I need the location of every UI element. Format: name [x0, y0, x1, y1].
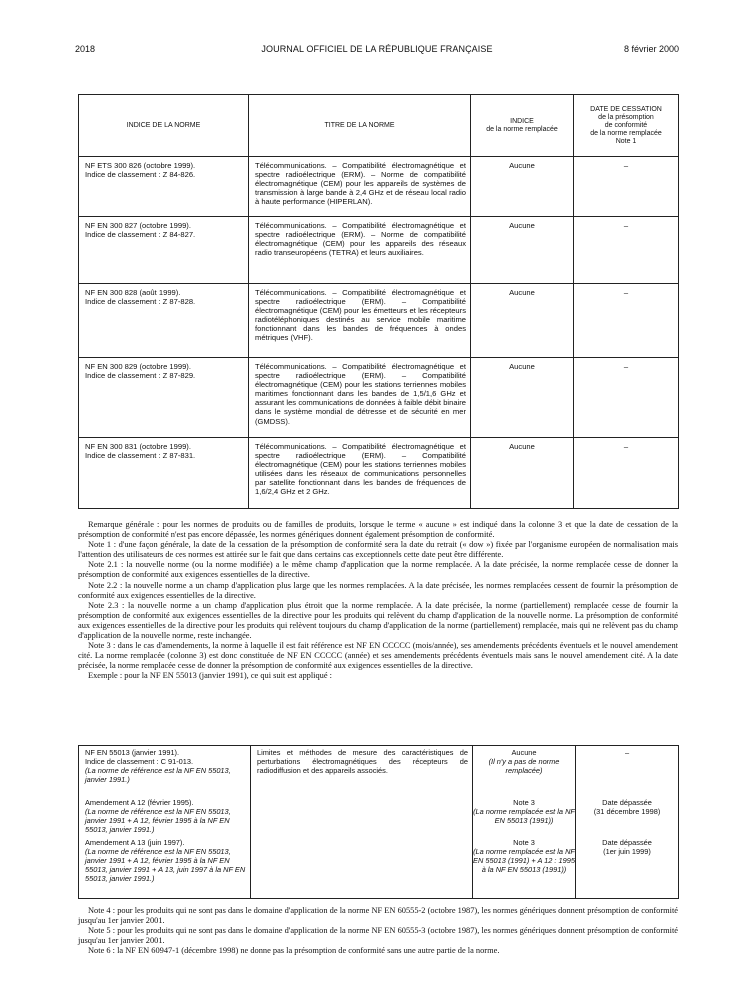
standards-table	[78, 94, 679, 509]
journal-title: JOURNAL OFFICIEL DE LA RÉPUBLIQUE FRANÇAISE	[261, 44, 493, 54]
note-1: Note 1 : d'une façon générale, la date de la cessation de la présomption de conformité sera la date du retrait (« dow ») fixée par l'organisme européen de normalisation mais l'attention des utilisateurs de ces normes est attirée sur le fait que dans certains cas exceptionnels cette date peut être différente.	[78, 540, 678, 560]
note-2-2: Note 2.2 : la nouvelle norme a un champ d'application plus large que les normes remplacées. A la date précisée, les normes remplacées cessent de fournir la présomption de conformité aux exigences essentielles de la directive.	[78, 580, 678, 600]
cell-cessation: –	[574, 358, 679, 438]
note-4: Note 4 : pour les produits qui ne sont pas dans le domaine d'application de la norme NF EN 60555-2 (octobre 1987), les normes génériques donnent présomption de conformité jusqu'au 1er janvier 2001.	[78, 906, 678, 926]
table-row	[79, 284, 679, 358]
example-table	[78, 745, 679, 899]
table-header-row	[79, 95, 679, 157]
cell-titre: Limites et méthodes de mesure des caractéristiques de perturbations électromagnétiques des récepteurs de radiodiffusion et des appareils associés.	[251, 746, 473, 899]
table-row	[79, 746, 679, 899]
cell-remplacee: Aucune	[471, 284, 574, 358]
page-header	[75, 44, 679, 58]
cell-titre: Télécommunications. – Compatibilité électromagnétique et spectre radioélectrique (ERM). – Norme de compatibilité électromagnétique (CEM) pour les appareils des réseaux radio transeuropéens (TETRA) et leurs auxiliaires.	[249, 217, 471, 284]
cell-cessation: –	[574, 438, 679, 509]
page-number: 2018	[75, 44, 96, 54]
col-header-indice: INDICE DE LA NORME	[79, 95, 249, 157]
cell-titre: Télécommunications. – Compatibilité électromagnétique et spectre radioélectrique (ERM). – Compatibilité électromagnétique (CEM) pour les émetteurs et les récepteurs radiotéléphoniques destinés au service mobile maritime fonctionnant dans les bandes de fréquences à ondes métriques (VHF).	[249, 284, 471, 358]
issue-date: 8 février 2000	[623, 44, 679, 54]
cell-indice: NF EN 300 829 (octobre 1999). Indice de classement : Z 87-829.	[79, 358, 249, 438]
table-row	[79, 438, 679, 509]
note-2-1: Note 2.1 : la nouvelle norme (ou la norme modifiée) a le même champ d'application que la norme remplacée. A la date précisée, la norme remplacée cesse de donner la présomption de conformité aux exigences essentielles de la directive.	[78, 560, 678, 580]
note-2-3: Note 2.3 : la nouvelle norme a un champ d'application plus étroit que la norme remplacée. A la date précisée, la norme (partiellement) remplacée cesse de fournir la présomption de conformité aux exigences essentielles de la directive pour les produits qui relèvent du champ d'application de la nouvelle norme. La présomption de conformité aux exigences essentielles de la directive pour les produits qui relèvent toujours du champ d'application de la norme (partiellement) remplacée, mais qui ne relèvent pas du champ d'application de la nouvelle norme, reste inchangée.	[78, 600, 678, 641]
cell-cessation: – Date dépassée (31 décembre 1998) Date dépassée (1er juin 1999)	[576, 746, 679, 899]
general-remark: Remarque générale : pour les normes de produits ou de familles de produits, lorsque le terme « aucune » est indiqué dans la colonne 3 et que la date de cessation de la présomption de conformité n'est pas encore dépassée, les normes génériques donnent également présomption de conformité.	[78, 520, 678, 540]
col-header-cessation: DATE DE CESSATION de la présomption de conformité de la norme remplacée Note 1	[574, 95, 679, 157]
col-header-titre: TITRE DE LA NORME	[249, 95, 471, 157]
cell-remplacee: Aucune	[471, 438, 574, 509]
cell-indice: NF EN 55013 (janvier 1991). Indice de classement : C 91-013. (La norme de référence est la NF EN 55013, janvier 1991.) Amendement A 12 (février 1995). (La norme de référence est la NF EN 55013, janvier 1991 + A 12, février 1995 à la NF EN 55013, janvier 1991.) Amendement A 13 (juin 1997). (La norme de référence est la NF EN 55013, janvier 1991 + A 12, février 1995 à la NF EN 55013, janvier 1991 + A 13, juin 1997 à la NF EN 55013, janvier 1991.)	[79, 746, 251, 899]
cell-remplacee: Aucune	[471, 157, 574, 217]
cell-cessation: –	[574, 217, 679, 284]
cell-titre: Télécommunications. – Compatibilité électromagnétique et spectre radioélectrique (ERM). – Compatibilité électromagnétique (CEM) pour les stations terriennes mobiles utilisées dans les réseaux de communications personnelles par satellite fonctionnant dans les bandes de fréquences de 1,6/2,4 GHz et 2 GHz.	[249, 438, 471, 509]
cell-titre: Télécommunications. – Compatibilité électromagnétique et spectre radioélectrique (ERM). – Norme de compatibilité électromagnétique (CEM) pour les appareils de systèmes de transmission à large bande à 2,4 GHz et de réseau local radio à haute performance (HIPERLAN).	[249, 157, 471, 217]
note-5: Note 5 : pour les produits qui ne sont pas dans le domaine d'application de la norme NF EN 60555-3 (octobre 1987), les normes génériques donnent présomption de conformité jusqu'au 1er janvier 2001.	[78, 926, 678, 946]
table-row	[79, 217, 679, 284]
note-3: Note 3 : dans le cas d'amendements, la norme à laquelle il est fait référence est NF EN CCCCC (mois/année), ses amendements précédents éventuels et le nouvel amendement cité. La norme remplacée (colonne 3) est donc constituée de NF EN CCCCC (année) et ses amendements précédents éventuels mais sans le nouvel amendement cité. A la date précisée, la norme remplacée cesse de donner la présomption de conformité aux exigences essentielles de la directive.	[78, 641, 678, 671]
cell-remplacee: Aucune (Il n'y a pas de norme remplacée) Note 3 (La norme remplacée est la NF EN 55013 (1991)) Note 3 (La norme remplacée est la NF EN 55013 (1991) + A 12 : 1995 à la NF EN 55013 (1991))	[473, 746, 576, 899]
example-intro: Exemple : pour la NF EN 55013 (janvier 1991), ce qui suit est appliqué :	[88, 671, 332, 681]
cell-titre: Télécommunications. – Compatibilité électromagnétique et spectre radioélectrique (ERM). – Compatibilité électromagnétique (CEM) pour les stations terriennes mobiles maritimes fonctionnant dans les bandes de 1,5/1,6 GHz et assurant les communications de données à faible débit binaire dans le système mondial de détresse et de sécurité en mer (GMDSS).	[249, 358, 471, 438]
cell-remplacee: Aucune	[471, 358, 574, 438]
cell-indice: NF EN 300 828 (août 1999). Indice de classement : Z 87-828.	[79, 284, 249, 358]
table-row	[79, 157, 679, 217]
col-header-remplacee: INDICE de la norme remplacée	[471, 95, 574, 157]
cell-indice: NF EN 300 831 (octobre 1999). Indice de classement : Z 87-831.	[79, 438, 249, 509]
cell-indice: NF EN 300 827 (octobre 1999). Indice de classement : Z 84-827.	[79, 217, 249, 284]
cell-cessation: –	[574, 157, 679, 217]
cell-cessation: –	[574, 284, 679, 358]
notes-section	[78, 520, 678, 682]
notes-footer	[78, 906, 678, 956]
cell-indice: NF ETS 300 826 (octobre 1999). Indice de classement : Z 84-826.	[79, 157, 249, 217]
cell-remplacee: Aucune	[471, 217, 574, 284]
table-row	[79, 358, 679, 438]
note-6: Note 6 : la NF EN 60947-1 (décembre 1998) ne donne pas la présomption de conformité sans une autre partie de la norme.	[88, 946, 500, 956]
